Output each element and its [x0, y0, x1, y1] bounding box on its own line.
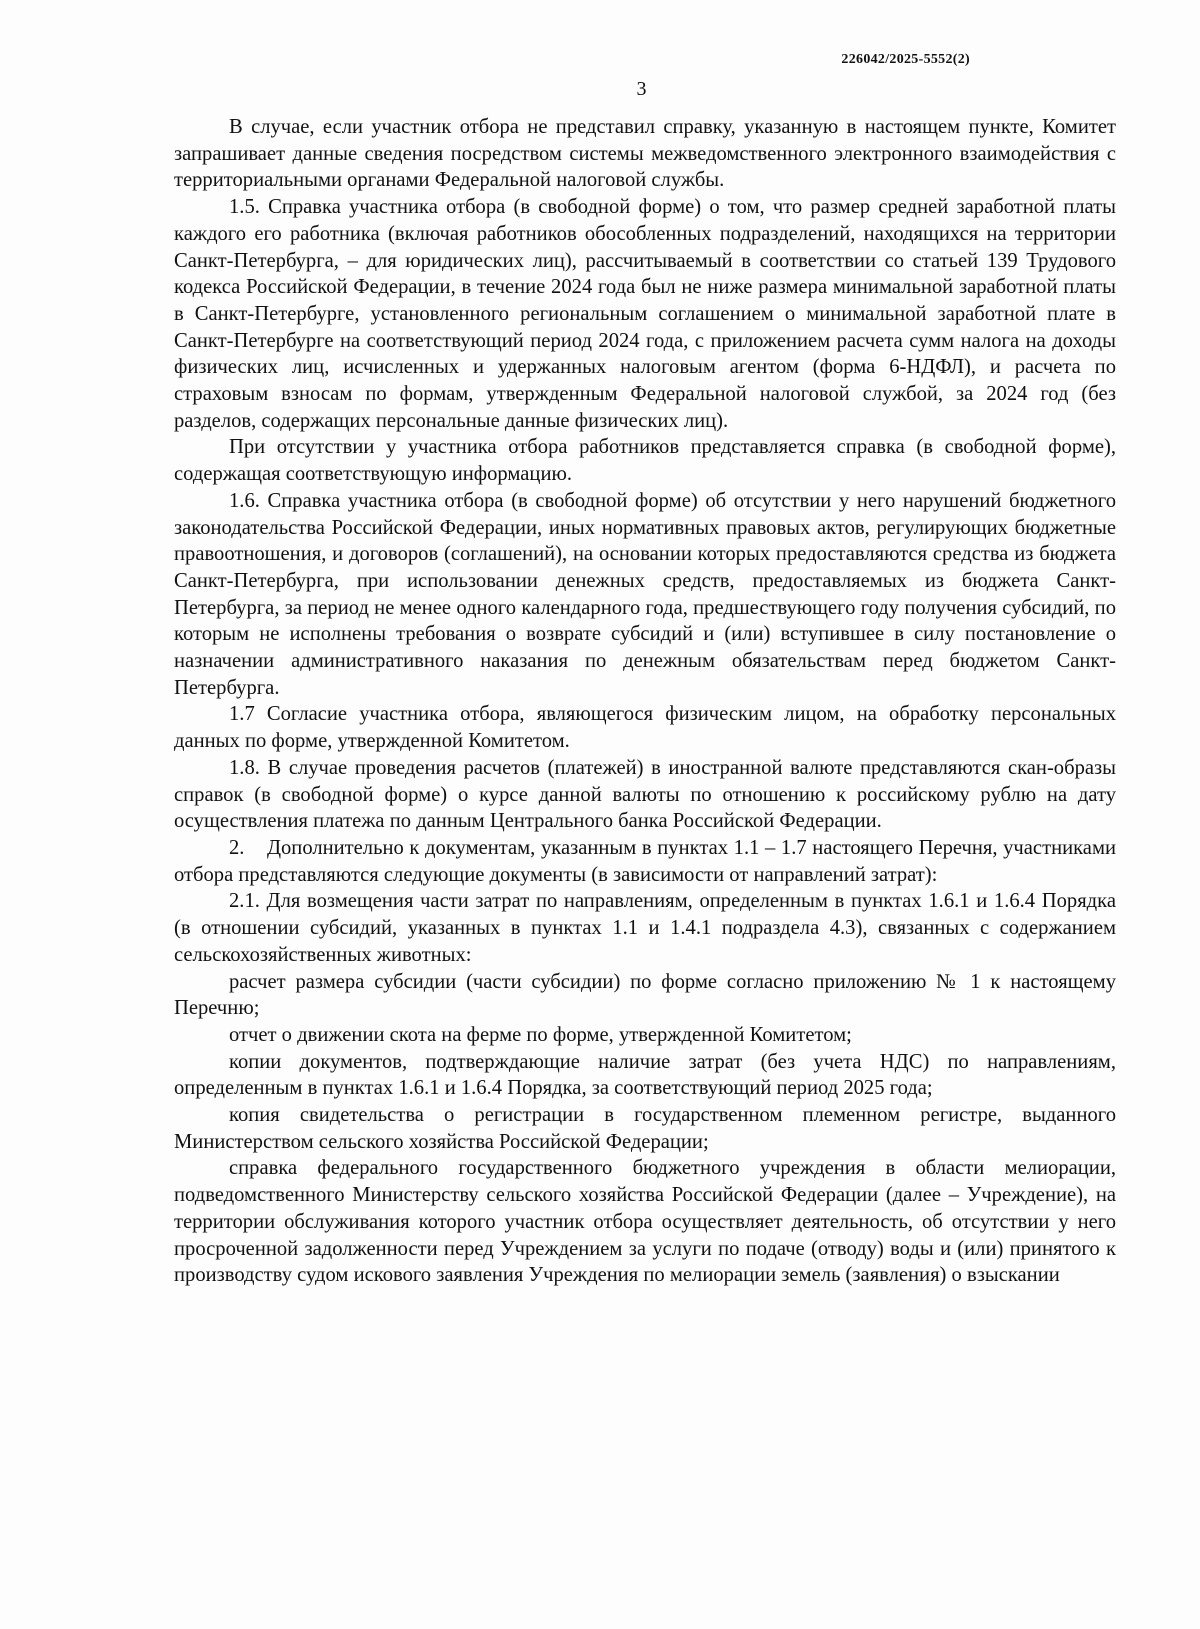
paragraph-1-7-personal-data-consent: 1.7 Согласие участника отбора, являющегося физическим лицом, на обработку персональных данных по форме, утвержденной Комитетом. [174, 703, 1116, 753]
paragraph-no-employees: При отсутствии у участника отбора работников представляется справка (в свободной форме), содержащая соответствующую информацию. [174, 436, 1116, 486]
paragraph-tax-info-request: В случае, если участник отбора не представил справку, указанную в настоящем пункте, Комитет запрашивает данные сведения посредством системы межведомственного электронного взаимодействия с территориальными органами Федеральной налоговой службы. [174, 116, 1116, 192]
paragraph-2-additional-documents: 2. Дополнительно к документам, указанным в пунктах 1.1 – 1.7 настоящего Перечня, участниками отбора представляются следующие документы (в зависимости от направлений затрат): [174, 836, 1116, 886]
paragraph-subsidy-calculation: расчет размера субсидии (части субсидии) по форме согласно приложению № 1 к настоящему Перечню; [174, 970, 1116, 1020]
paragraph-2-1-cost-reimbursement: 2.1. Для возмещения части затрат по направлениям, определенным в пунктах 1.6.1 и 1.6.4 Порядка (в отношении субсидий, указанных в пунктах 1.1 и 1.4.1 подраздела 4.3), связанных с содержанием сельскохозяйственных животных: [174, 890, 1116, 966]
paragraph-melioration-certificate: справка федерального государственного бюджетного учреждения в области мелиорации, подведомственного Министерству сельского хозяйства Российской Федерации (далее – Учреждение), на территории обслуживания которого участник отбора осуществляет деятельность, об отсутствии у него просроченной задолженности перед Учреждением за услуги по подаче (отводу) воды и (или) принятого к производству судом искового заявления Учреждения по мелиорации земель (заявления) о взыскании [174, 1157, 1116, 1287]
paragraph-breeding-register: копия свидетельства о регистрации в государственном племенном регистре, выданного Министерством сельского хозяйства Российской Федерации; [174, 1104, 1116, 1153]
paragraph-livestock-report: отчет о движении скота на ферме по форме, утвержденной Комитетом; [229, 1023, 852, 1046]
paragraph-1-6-budget-violations: 1.6. Справка участника отбора (в свободной форме) об отсутствии у него нарушений бюджетного законодательства Российской Федерации, иных нормативных правовых актов, регулирующих бюджетные правоотношения, и договоров (соглашений), на основании которых предоставляются средства из бюджета Санкт-Петербурга, при использовании денежных средств, предоставляемых из бюджета Санкт-Петербурга, за период не менее одного календарного года, предшествующего году получения субсидий, по которым не исполнены требования о возврате субсидий и (или) вступившее в силу постановление о назначении административного наказания по денежным обязательствам перед бюджетом Санкт-Петербурга. [174, 489, 1116, 699]
paragraph-1-8-foreign-currency: 1.8. В случае проведения расчетов (платежей) в иностранной валюте представляются скан-образы справок (в свободной форме) о курсе данной валюты по отношению к российскому рублю на дату осуществления платежа по данным Центрального банка Российской Федерации. [174, 756, 1116, 833]
page-number: 3 [636, 78, 647, 100]
document-body [174, 114, 1116, 1289]
document-id: 226042/2025-5552(2) [841, 52, 970, 67]
paragraph-cost-documents: копии документов, подтверждающие наличие затрат (без учета НДС) по направлениям, определенным в пунктах 1.6.1 и 1.6.4 Порядка, за соответствующий период 2025 года; [174, 1050, 1116, 1100]
paragraph-1-5-salary-certificate: 1.5. Справка участника отбора (в свободной форме) о том, что размер средней заработной платы каждого его работника (включая работников обособленных подразделений, находящихся на территории Санкт-Петербурга, – для юридических лиц), рассчитываемый в соответствии со статьей 139 Трудового кодекса Российской Федерации, в течение 2024 года был не ниже размера минимальной заработной платы в Санкт-Петербурге, установленного региональным соглашением о минимальной заработной плате в Санкт-Петербурге на соответствующий период 2024 года, с приложением расчета сумм налога на доходы физических лиц, исчисленных и удержанных налоговым агентом (форма 6-НДФЛ), и расчета по страховым взносам по формам, утвержденным Федеральной налоговой службой, за 2024 год (без разделов, содержащих персональные данные физических лиц). [174, 196, 1116, 432]
